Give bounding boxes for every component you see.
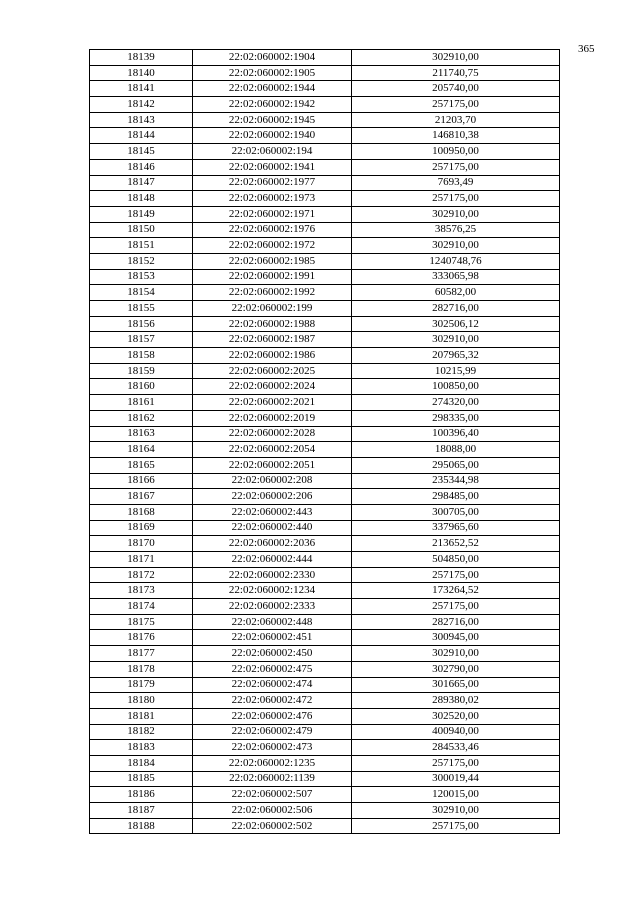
cadastral-number-cell: 22:02:060002:451 [193,630,352,646]
row-number-cell: 18163 [90,426,193,442]
table-row [90,253,560,269]
cadastral-number-cell: 22:02:060002:2021 [193,395,352,411]
table-row [90,269,560,285]
value-cell: 38576,25 [352,222,560,238]
row-number-cell: 18148 [90,191,193,207]
cadastral-number-cell: 22:02:060002:2024 [193,379,352,395]
table-row [90,332,560,348]
row-number-cell: 18159 [90,363,193,379]
value-cell: 282716,00 [352,301,560,317]
row-number-cell: 18170 [90,536,193,552]
table-row [90,191,560,207]
table-row [90,599,560,615]
row-number-cell: 18181 [90,708,193,724]
cadastral-number-cell: 22:02:060002:506 [193,803,352,819]
table-row [90,348,560,364]
value-cell: 100950,00 [352,144,560,160]
cadastral-number-cell: 22:02:060002:475 [193,661,352,677]
value-cell: 298335,00 [352,410,560,426]
row-number-cell: 18143 [90,112,193,128]
table-row [90,724,560,740]
value-cell: 235344,98 [352,473,560,489]
cadastral-number-cell: 22:02:060002:507 [193,787,352,803]
table-row [90,442,560,458]
cadastral-number-cell: 22:02:060002:472 [193,693,352,709]
table-row [90,740,560,756]
cadastral-number-cell: 22:02:060002:2025 [193,363,352,379]
table-row [90,755,560,771]
value-cell: 100396,40 [352,426,560,442]
cadastral-number-cell: 22:02:060002:1986 [193,348,352,364]
cadastral-number-cell: 22:02:060002:440 [193,520,352,536]
table-row [90,81,560,97]
row-number-cell: 18168 [90,504,193,520]
row-number-cell: 18158 [90,348,193,364]
table-row [90,238,560,254]
row-number-cell: 18152 [90,253,193,269]
value-cell: 205740,00 [352,81,560,97]
row-number-cell: 18146 [90,159,193,175]
value-cell: 302910,00 [352,332,560,348]
table-row [90,583,560,599]
value-cell: 302910,00 [352,646,560,662]
value-cell: 257175,00 [352,97,560,113]
cadastral-number-cell: 22:02:060002:479 [193,724,352,740]
table-row [90,661,560,677]
cadastral-number-cell: 22:02:060002:1942 [193,97,352,113]
cadastral-value-table [89,49,560,834]
cadastral-number-cell: 22:02:060002:208 [193,473,352,489]
cadastral-number-cell: 22:02:060002:2333 [193,599,352,615]
value-cell: 173264,52 [352,583,560,599]
value-cell: 257175,00 [352,567,560,583]
value-cell: 282716,00 [352,614,560,630]
table-row [90,379,560,395]
table-row [90,504,560,520]
cadastral-number-cell: 22:02:060002:1988 [193,316,352,332]
row-number-cell: 18180 [90,693,193,709]
table-row [90,630,560,646]
cadastral-number-cell: 22:02:060002:1987 [193,332,352,348]
cadastral-number-cell: 22:02:060002:450 [193,646,352,662]
cadastral-number-cell: 22:02:060002:1944 [193,81,352,97]
row-number-cell: 18160 [90,379,193,395]
row-number-cell: 18139 [90,50,193,66]
row-number-cell: 18165 [90,457,193,473]
row-number-cell: 18154 [90,285,193,301]
cadastral-number-cell: 22:02:060002:443 [193,504,352,520]
value-cell: 146810,38 [352,128,560,144]
table-row [90,567,560,583]
row-number-cell: 18145 [90,144,193,160]
row-number-cell: 18161 [90,395,193,411]
row-number-cell: 18174 [90,599,193,615]
row-number-cell: 18179 [90,677,193,693]
row-number-cell: 18144 [90,128,193,144]
value-cell: 257175,00 [352,191,560,207]
value-cell: 21203,70 [352,112,560,128]
row-number-cell: 18162 [90,410,193,426]
value-cell: 400940,00 [352,724,560,740]
cadastral-number-cell: 22:02:060002:1976 [193,222,352,238]
row-number-cell: 18184 [90,755,193,771]
table-row [90,646,560,662]
row-number-cell: 18151 [90,238,193,254]
table-row [90,363,560,379]
row-number-cell: 18155 [90,301,193,317]
row-number-cell: 18142 [90,97,193,113]
value-cell: 302910,00 [352,206,560,222]
value-cell: 295065,00 [352,457,560,473]
value-cell: 504850,00 [352,552,560,568]
cadastral-number-cell: 22:02:060002:1977 [193,175,352,191]
cadastral-number-cell: 22:02:060002:2036 [193,536,352,552]
table-row [90,614,560,630]
value-cell: 100850,00 [352,379,560,395]
value-cell: 257175,00 [352,599,560,615]
cadastral-number-cell: 22:02:060002:1985 [193,253,352,269]
cadastral-number-cell: 22:02:060002:1941 [193,159,352,175]
value-cell: 289380,02 [352,693,560,709]
cadastral-number-cell: 22:02:060002:474 [193,677,352,693]
table-row [90,520,560,536]
cadastral-number-cell: 22:02:060002:1945 [193,112,352,128]
cadastral-number-cell: 22:02:060002:502 [193,818,352,834]
value-cell: 257175,00 [352,159,560,175]
row-number-cell: 18171 [90,552,193,568]
value-cell: 274320,00 [352,395,560,411]
table-row [90,97,560,113]
table-row [90,301,560,317]
cadastral-number-cell: 22:02:060002:1905 [193,65,352,81]
value-cell: 300945,00 [352,630,560,646]
table-row [90,426,560,442]
value-cell: 302506,12 [352,316,560,332]
cadastral-number-cell: 22:02:060002:199 [193,301,352,317]
value-cell: 337965,60 [352,520,560,536]
row-number-cell: 18182 [90,724,193,740]
cadastral-number-cell: 22:02:060002:448 [193,614,352,630]
value-cell: 257175,00 [352,818,560,834]
cadastral-number-cell: 22:02:060002:1235 [193,755,352,771]
row-number-cell: 18186 [90,787,193,803]
table-row [90,803,560,819]
cadastral-number-cell: 22:02:060002:1971 [193,206,352,222]
value-cell: 120015,00 [352,787,560,803]
row-number-cell: 18173 [90,583,193,599]
row-number-cell: 18164 [90,442,193,458]
value-cell: 302520,00 [352,708,560,724]
row-number-cell: 18183 [90,740,193,756]
table-row [90,771,560,787]
table-row [90,206,560,222]
table-row [90,818,560,834]
row-number-cell: 18175 [90,614,193,630]
cadastral-number-cell: 22:02:060002:444 [193,552,352,568]
value-cell: 300019,44 [352,771,560,787]
value-cell: 302910,00 [352,803,560,819]
cadastral-number-cell: 22:02:060002:2051 [193,457,352,473]
cadastral-number-cell: 22:02:060002:1940 [193,128,352,144]
table-row [90,552,560,568]
value-cell: 333065,98 [352,269,560,285]
table-row [90,473,560,489]
row-number-cell: 18156 [90,316,193,332]
value-cell: 60582,00 [352,285,560,301]
table-row [90,222,560,238]
cadastral-number-cell: 22:02:060002:194 [193,144,352,160]
table-body [90,50,560,834]
cadastral-number-cell: 22:02:060002:2028 [193,426,352,442]
cadastral-number-cell: 22:02:060002:1991 [193,269,352,285]
cadastral-number-cell: 22:02:060002:2054 [193,442,352,458]
value-cell: 10215,99 [352,363,560,379]
table-row [90,112,560,128]
row-number-cell: 18150 [90,222,193,238]
row-number-cell: 18187 [90,803,193,819]
value-cell: 211740,75 [352,65,560,81]
table-row [90,159,560,175]
row-number-cell: 18176 [90,630,193,646]
table-row [90,50,560,66]
row-number-cell: 18178 [90,661,193,677]
value-cell: 18088,00 [352,442,560,458]
cadastral-number-cell: 22:02:060002:1904 [193,50,352,66]
row-number-cell: 18166 [90,473,193,489]
value-cell: 7693,49 [352,175,560,191]
table-row [90,128,560,144]
row-number-cell: 18169 [90,520,193,536]
value-cell: 1240748,76 [352,253,560,269]
value-cell: 207965,32 [352,348,560,364]
value-cell: 298485,00 [352,489,560,505]
row-number-cell: 18147 [90,175,193,191]
value-cell: 213652,52 [352,536,560,552]
value-cell: 302790,00 [352,661,560,677]
row-number-cell: 18172 [90,567,193,583]
table-row [90,787,560,803]
page-number: 365 [578,43,595,55]
cadastral-number-cell: 22:02:060002:206 [193,489,352,505]
cadastral-number-cell: 22:02:060002:1992 [193,285,352,301]
cadastral-number-cell: 22:02:060002:1234 [193,583,352,599]
table-row [90,175,560,191]
cadastral-number-cell: 22:02:060002:476 [193,708,352,724]
row-number-cell: 18140 [90,65,193,81]
row-number-cell: 18141 [90,81,193,97]
row-number-cell: 18149 [90,206,193,222]
table-row [90,65,560,81]
cadastral-number-cell: 22:02:060002:1139 [193,771,352,787]
value-cell: 302910,00 [352,50,560,66]
table-row [90,457,560,473]
value-cell: 300705,00 [352,504,560,520]
row-number-cell: 18185 [90,771,193,787]
table-row [90,708,560,724]
value-cell: 257175,00 [352,755,560,771]
table-row [90,536,560,552]
cadastral-number-cell: 22:02:060002:1973 [193,191,352,207]
cadastral-number-cell: 22:02:060002:473 [193,740,352,756]
table-row [90,395,560,411]
value-cell: 302910,00 [352,238,560,254]
table-row [90,693,560,709]
table-row [90,316,560,332]
row-number-cell: 18167 [90,489,193,505]
table-row [90,677,560,693]
table-row [90,489,560,505]
row-number-cell: 18153 [90,269,193,285]
row-number-cell: 18188 [90,818,193,834]
cadastral-number-cell: 22:02:060002:2330 [193,567,352,583]
cadastral-number-cell: 22:02:060002:2019 [193,410,352,426]
row-number-cell: 18157 [90,332,193,348]
table-row [90,285,560,301]
table-row [90,144,560,160]
value-cell: 284533,46 [352,740,560,756]
value-cell: 301665,00 [352,677,560,693]
row-number-cell: 18177 [90,646,193,662]
table-row [90,410,560,426]
cadastral-number-cell: 22:02:060002:1972 [193,238,352,254]
